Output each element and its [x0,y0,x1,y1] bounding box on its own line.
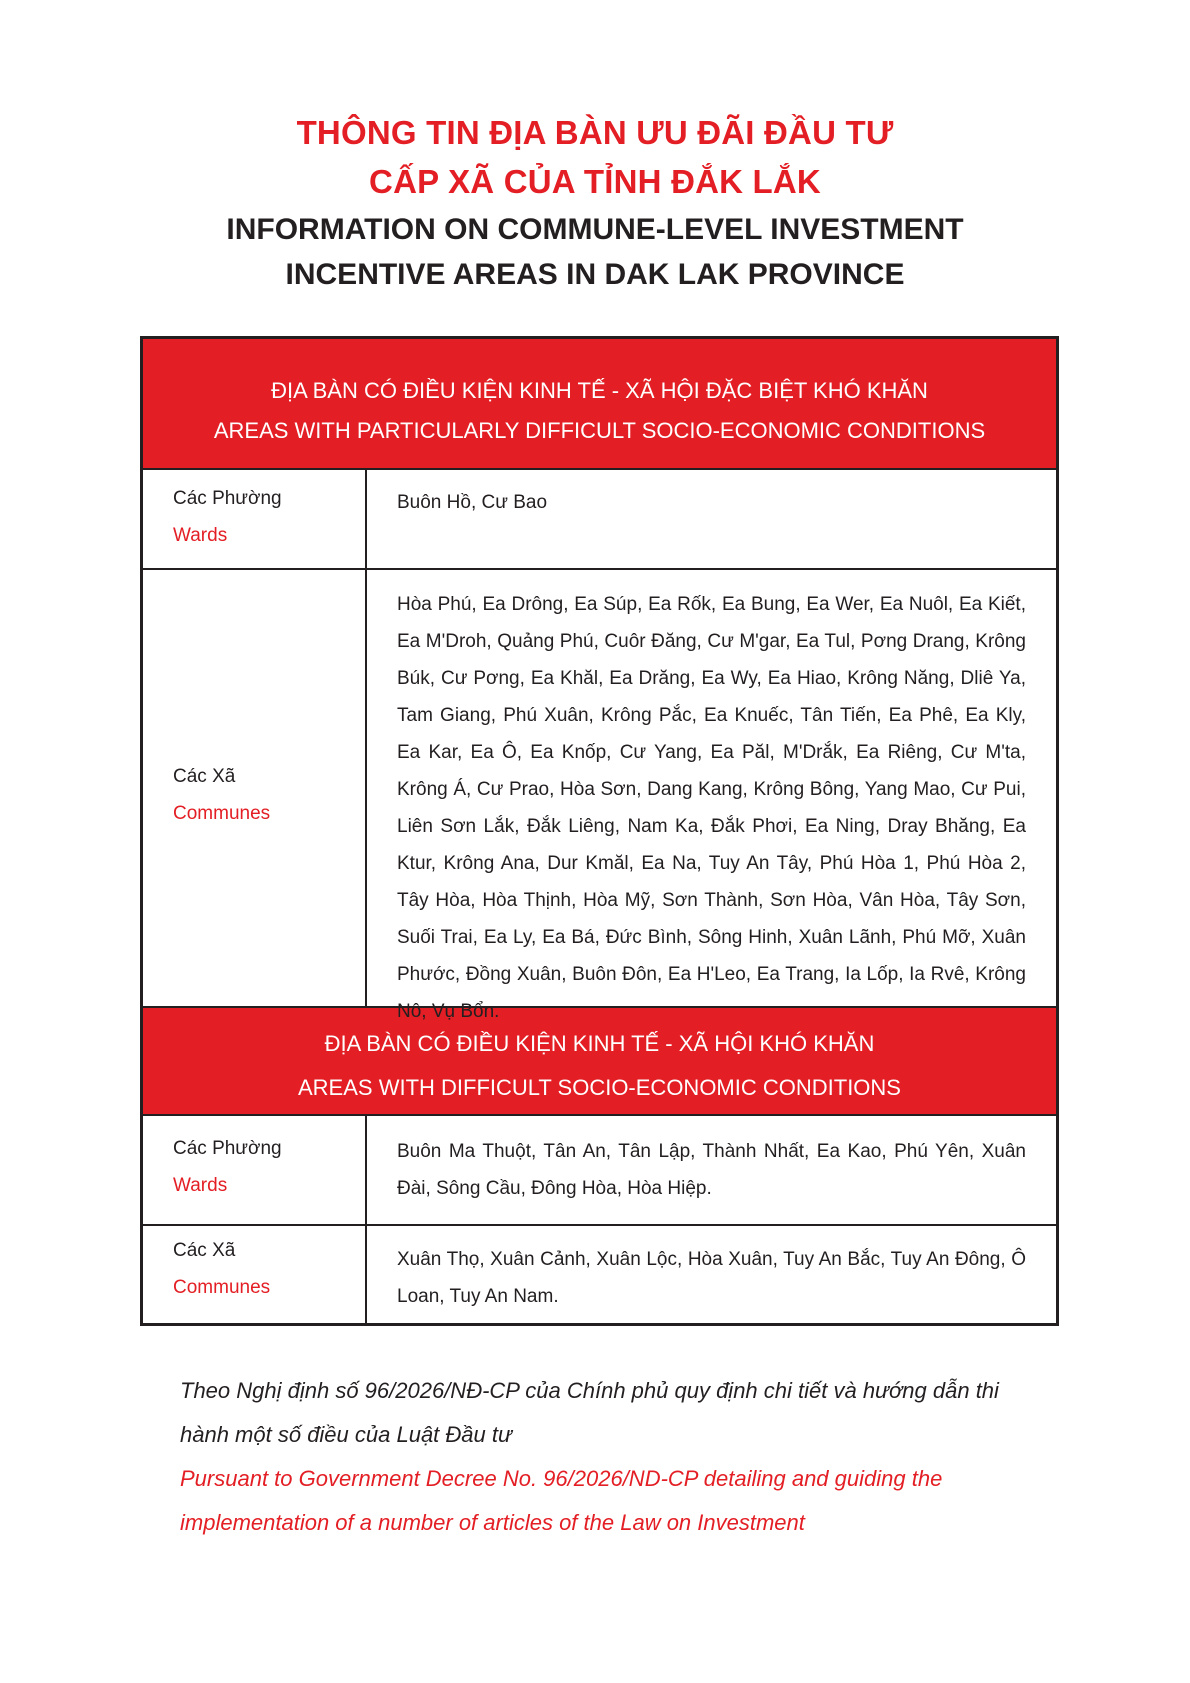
section-heading-difficult [143,1006,1056,1114]
communes-list: Xuân Thọ, Xuân Cảnh, Xuân Lộc, Hòa Xuân, Tuy An Bắc, Tuy An Đông, Ô Loan, Tuy An Nam. [397,1249,1026,1307]
incentive-areas-table [140,336,1059,1326]
section-heading-particularly-difficult [143,336,1056,468]
legal-basis-note [180,1369,1040,1545]
section-heading-en: AREAS WITH DIFFICULT SOCIO-ECONOMIC CONDITIONS [298,1075,901,1100]
table-row [143,468,1056,568]
row-label [143,470,367,568]
row-label [143,1226,367,1323]
row-label-en: Wards [173,525,228,546]
row-label [143,1116,367,1224]
row-label-en: Wards [173,1175,228,1196]
legal-basis-vi: Theo Nghị định số 96/2026/NĐ-CP của Chính phủ quy định chi tiết và hướng dẫn thi hành một số điều của Luật Đầu tư [180,1378,999,1447]
page-title [0,108,1190,296]
row-label-en: Communes [173,803,271,824]
section-heading-en: AREAS WITH PARTICULARLY DIFFICULT SOCIO-ECONOMIC CONDITIONS [213,418,986,443]
table-row [143,1224,1056,1323]
title-en-line-1: INFORMATION ON COMMUNE-LEVEL INVESTMENT [226,213,964,246]
wards-list: Buôn Hồ, Cư Bao [397,492,548,513]
communes-list: Hòa Phú, Ea Drông, Ea Súp, Ea Rốk, Ea Bung, Ea Wer, Ea Nuôl, Ea Kiết, Ea M'Droh, Quảng Phú, Cuôr Đăng, Cư M'gar, Ea Tul, Pơng Drang, Krông Búk, Cư Pơng, Ea Khăl, Ea Drăng, Ea Wy, Ea Hiao, Krông Năng, Dliê Ya, Tam Giang, Phú Xuân, Krông Pắc, Ea Knuếc, Tân Tiến, Ea Phê, Ea Kly, Ea Kar, Ea Ô, Ea Knốp, Cư Yang, Ea Păl, M'Drắk, Ea Riêng, Cư M'ta, Krông Á, Cư Prao, Hòa Sơn, Dang Kang, Krông Bông, Yang Mao, Cư Pui, Liên Sơn Lắk, Đắk Liêng, Nam Ka, Đắk Phơi, Ea Ning, Dray Bhăng, Ea Ktur, Krông Ana, Dur Kmăl, Ea Na, Tuy An Tây, Phú Hòa 1, Phú Hòa 2, Tây Hòa, Hòa Thịnh, Hòa Mỹ, Sơn Thành, Sơn Hòa, Vân Hòa, Tây Sơn, Suối Trai, Ea Ly, Ea Bá, Đức Bình, Sông Hinh, Xuân Lãnh, Phú Mỡ, Xuân Phước, Đồng Xuân, Buôn Đôn, Ea H'Leo, Ea Trang, Ia Lốp, Ia Rvê, Krông Nô, Vụ Bổn. [397,594,1026,1022]
table-row [143,568,1056,1022]
title-vi-line-2: CẤP XÃ CỦA TỈNH ĐẮK LẮK [369,163,821,200]
row-label-vi: Các Phường [173,488,282,509]
section-heading-vi: ĐỊA BÀN CÓ ĐIỀU KIỆN KINH TẾ - XÃ HỘI KHÓ KHĂN [324,1031,875,1056]
wards-list: Buôn Ma Thuột, Tân An, Tân Lập, Thành Nhất, Ea Kao, Phú Yên, Xuân Đài, Sông Cầu, Đông Hòa, Hòa Hiệp. [397,1141,1026,1199]
title-en-line-2: INCENTIVE AREAS IN DAK LAK PROVINCE [285,258,905,291]
row-label-vi: Các Phường [173,1138,282,1159]
section-heading-vi: ĐỊA BÀN CÓ ĐIỀU KIỆN KINH TẾ - XÃ HỘI ĐẶC BIỆT KHÓ KHĂN [271,378,928,403]
table-row [143,1114,1056,1224]
row-label-en: Communes [173,1277,271,1298]
legal-basis-en: Pursuant to Government Decree No. 96/2026/ND-CP detailing and guiding the implementation of a number of articles of the Law on Investment [180,1466,943,1535]
row-label [143,570,367,1006]
row-label-vi: Các Xã [173,766,236,787]
row-label-vi: Các Xã [173,1240,236,1261]
title-vi-line-1: THÔNG TIN ĐỊA BÀN ƯU ĐÃI ĐẦU TƯ [296,114,894,151]
